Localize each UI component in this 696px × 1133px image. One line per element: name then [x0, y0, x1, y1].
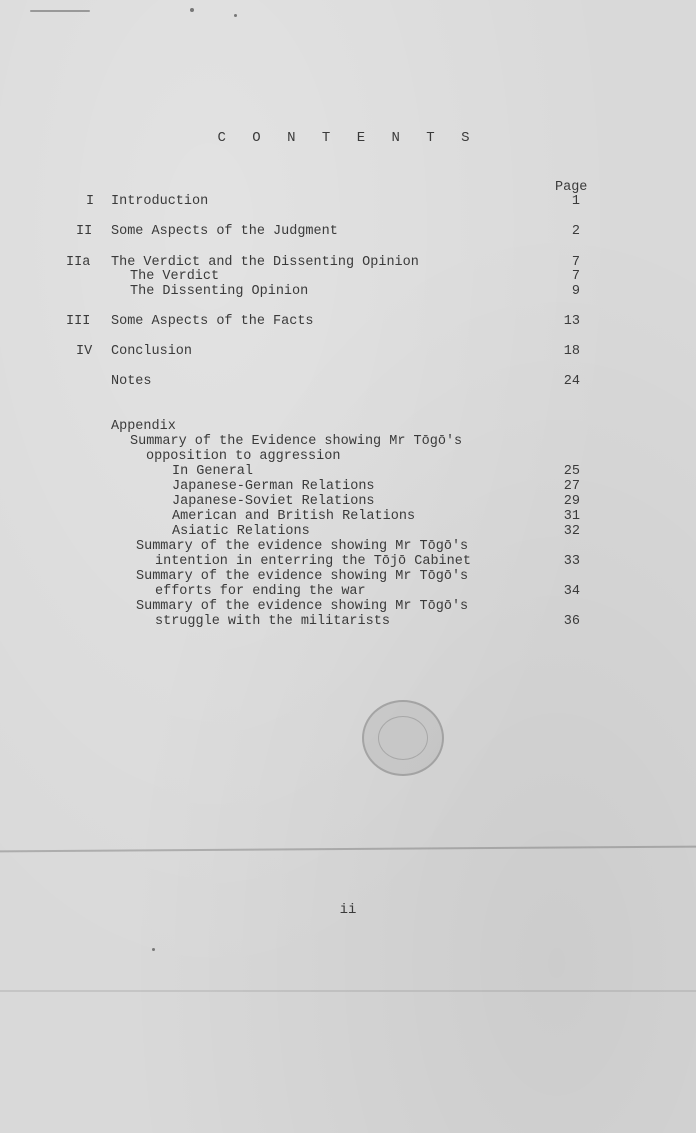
- entry-roman: I: [86, 194, 95, 209]
- entry-title: Some Aspects of the Judgment: [111, 224, 338, 239]
- appendix-summary-line: Summary of the evidence showing Mr Tōgō's: [136, 569, 469, 584]
- paper-fold: [0, 990, 696, 992]
- entry-roman: IV: [76, 344, 93, 359]
- entry-title: Conclusion: [111, 344, 193, 359]
- appendix-summary-line: opposition to aggression: [146, 449, 341, 464]
- entry-title: Introduction: [111, 194, 209, 209]
- speck: [30, 10, 90, 12]
- speck: [234, 14, 237, 17]
- entry-page: 9: [571, 284, 580, 299]
- appendix-item-page: 29: [563, 494, 580, 509]
- paper-fold: [0, 846, 696, 853]
- appendix-item: Asiatic Relations: [172, 524, 310, 539]
- appendix-heading: Appendix: [111, 419, 176, 434]
- appendix-item: In General: [172, 464, 254, 479]
- appendix-summary-line: Summary of the evidence showing Mr Tōgō's: [136, 599, 469, 614]
- speck: [190, 8, 194, 12]
- entry-page: 18: [563, 344, 580, 359]
- entry-page: 2: [571, 224, 580, 239]
- entry-title: Some Aspects of the Facts: [111, 314, 314, 329]
- appendix-item: American and British Relations: [172, 509, 416, 524]
- appendix-summary-line: intention in enterring the Tōjō Cabinet: [155, 554, 471, 569]
- appendix-item-page: 32: [563, 524, 580, 539]
- entry-title: Notes: [111, 374, 152, 389]
- appendix-summary-line: efforts for ending the war: [155, 584, 366, 599]
- appendix-summary-line: Summary of the evidence showing Mr Tōgō's: [136, 539, 469, 554]
- entry-subtitle: The Dissenting Opinion: [130, 284, 309, 299]
- entry-subtitle: The Verdict: [130, 269, 220, 284]
- entry-roman: II: [76, 224, 93, 239]
- appendix-item-page: 34: [563, 584, 580, 599]
- entry-page: 1: [571, 194, 580, 209]
- page-number: ii: [339, 902, 357, 918]
- appendix-item-page: 33: [563, 554, 580, 569]
- appendix-item-page: 27: [563, 479, 580, 494]
- entry-roman: IIa: [66, 255, 91, 270]
- entry-page: 7: [571, 255, 580, 270]
- entry-page: 13: [563, 314, 580, 329]
- appendix-summary-line: Summary of the Evidence showing Mr Tōgō's: [130, 434, 463, 449]
- contents-heading: C O N T E N T S: [217, 130, 479, 146]
- appendix-item-page: 36: [563, 614, 580, 629]
- appendix-item-page: 31: [563, 509, 580, 524]
- page-column-header: Page: [555, 180, 588, 195]
- entry-title: The Verdict and the Dissenting Opinion: [111, 255, 419, 270]
- entry-roman: III: [66, 314, 91, 329]
- appendix-item-page: 25: [563, 464, 580, 479]
- speck: [152, 948, 155, 951]
- appendix-item: Japanese-Soviet Relations: [172, 494, 375, 509]
- entry-page: 7: [571, 269, 580, 284]
- appendix-summary-line: struggle with the militarists: [155, 614, 390, 629]
- appendix-item: Japanese-German Relations: [172, 479, 375, 494]
- archive-stamp: [362, 700, 444, 776]
- entry-page: 24: [563, 374, 580, 389]
